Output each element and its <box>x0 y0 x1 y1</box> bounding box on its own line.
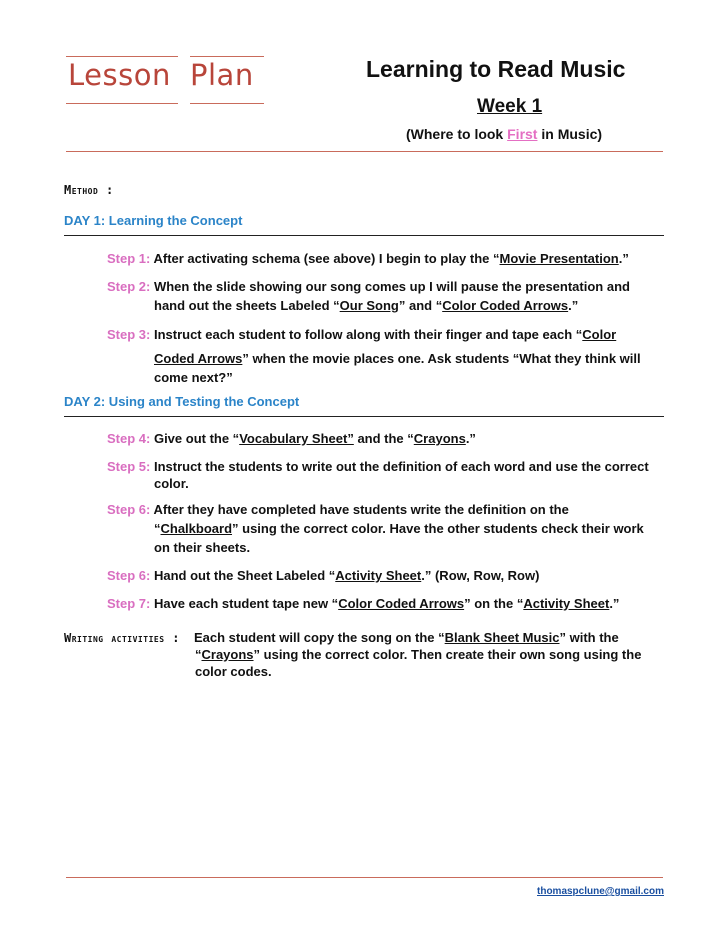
writing-activities-heading: Writing activities : <box>64 631 180 645</box>
page-subtitle: (Where to look First in Music) <box>406 126 603 142</box>
step-1: Step 1: After activating schema (see above) I begin to play the “Movie Presentation.” <box>107 251 629 266</box>
logo-word-plan: Plan <box>190 58 254 92</box>
writing-activities-text: Each student will copy the song on the “Blank Sheet Music” with the “Crayons” using the correct color. Then create their own song using the color codes. <box>194 630 642 679</box>
author-email-link[interactable]: thomaspclune@gmail.com <box>537 886 664 897</box>
step-5: Step 5: Instruct the students to write out the definition of each word and use the correct color. <box>107 459 649 491</box>
logo-word-lesson: Lesson <box>68 58 171 92</box>
step-2: Step 2: When the slide showing our song comes up I will pause the presentation and hand out the sheets Labeled “Our Song” and “Color Coded Arrows.” <box>107 279 630 313</box>
step-7: Step 7: Have each student tape new “Color Coded Arrows” on the “Activity Sheet.” <box>107 596 620 611</box>
method-heading: Method : <box>64 183 114 197</box>
step-6-chalkboard: Step 6: After they have completed have students write the definition on the “Chalkboard” using the correct color. Have the other students check their work on their sheets. <box>107 502 644 555</box>
emphasis-first: First <box>507 126 538 142</box>
page-title: Learning to Read Music <box>366 56 626 82</box>
header-divider <box>66 151 663 152</box>
footer-divider <box>66 877 663 878</box>
day1-divider <box>64 235 664 236</box>
day1-heading: DAY 1: Learning the Concept <box>64 213 243 228</box>
day2-divider <box>64 416 664 417</box>
day2-heading: DAY 2: Using and Testing the Concept <box>64 394 300 409</box>
lesson-plan-logo <box>66 56 276 110</box>
step-3: Step 3: Instruct each student to follow along with their finger and tape each “Color Coded Arrows” when the movie places one. Ask students “What they think will come next?” <box>107 327 641 385</box>
step-4: Step 4: Give out the “Vocabulary Sheet” and the “Crayons.” <box>107 431 476 446</box>
week-title: Week 1 <box>477 96 543 117</box>
step-6-activity-sheet: Step 6: Hand out the Sheet Labeled “Activity Sheet.” (Row, Row, Row) <box>107 568 540 583</box>
